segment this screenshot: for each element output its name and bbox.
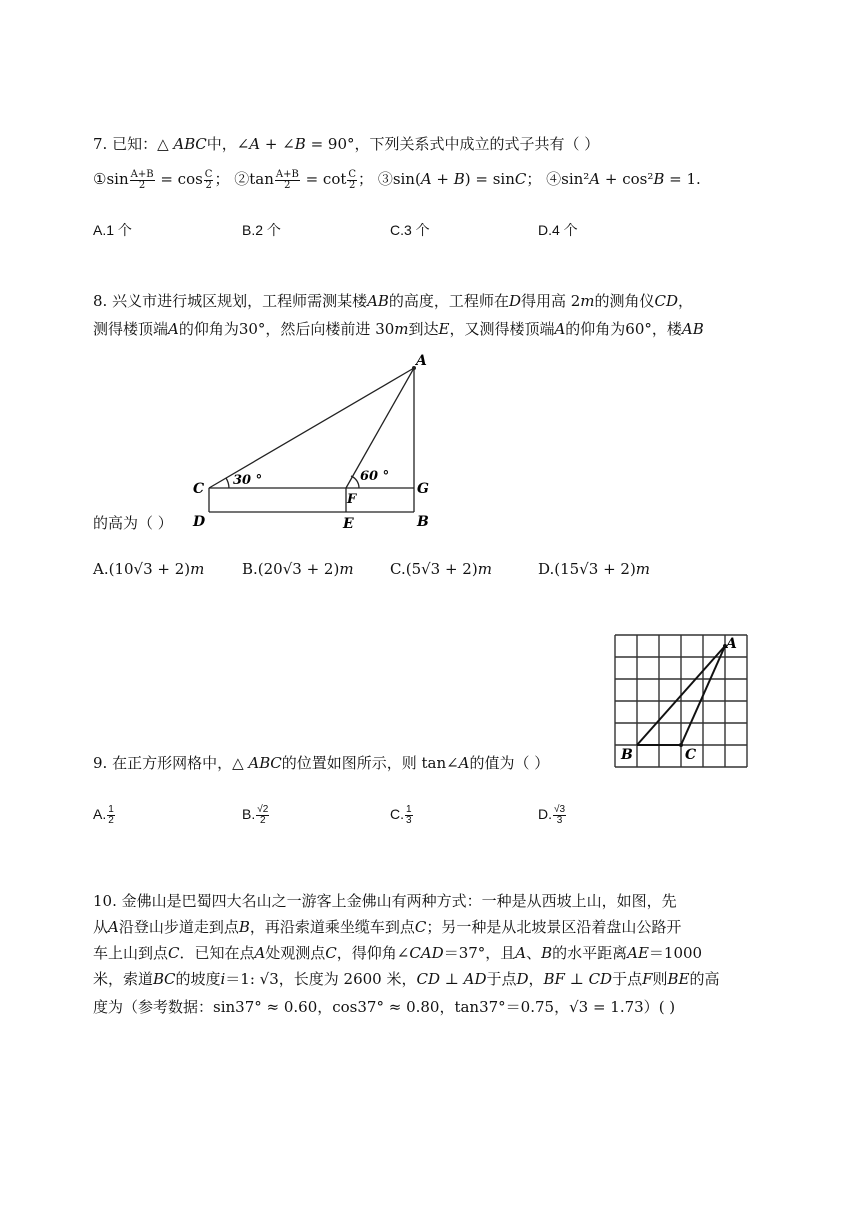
q9-label-a: A <box>726 636 737 652</box>
q10-line3: 车上山到点𝐶．已知在点𝐴处观测点𝐶，得仰角∠𝐶𝐴𝐷＝37°，且𝐴、𝐵的水平距离𝐴𝐸＝1000 <box>93 944 703 962</box>
q9-option-c-letter: C. <box>390 806 404 823</box>
q7-s2-fraction <box>275 170 300 191</box>
q8-line1: 8. 兴义市进行城区规划，工程师需测某楼𝐴𝐵的高度，工程师在𝐷得用高 2𝑚的测角仪𝐶𝐷， <box>93 292 694 310</box>
q7-s2-fraction2 <box>347 170 357 191</box>
q8-label-g: G <box>417 481 429 497</box>
q7-s2-num2: C <box>348 168 357 180</box>
q8-figure <box>185 348 445 533</box>
q7-s2-mid: = cot <box>300 170 347 188</box>
q10-line4: 米，索道𝐵𝐶的坡度𝑖＝1: √3，长度为 2600 米，𝐶𝐷 ⊥ 𝐴𝐷于点𝐷，𝐵𝐹 ⊥ 𝐶𝐷于点𝐹则𝐵𝐸的高 <box>93 970 720 988</box>
q9-option-c-num: 1 <box>406 804 412 815</box>
q7-s2-prefix: ； ②tan <box>214 170 274 188</box>
q8-option-a[interactable]: A.(10√3 + 2)𝑚 <box>93 560 205 578</box>
q9-label-b: B <box>621 747 633 763</box>
q8-label-c: C <box>193 481 205 497</box>
q7-s1-fraction <box>130 170 155 191</box>
q9-option-a-num: 1 <box>108 804 114 815</box>
q7-option-b[interactable]: B.2 个 <box>242 222 281 238</box>
q7-s1-mid: = cos <box>155 170 203 188</box>
q10-line1: 10. 金佛山是巴蜀四大名山之一游客上金佛山有两种方式：一种是从西坡上山，如图，先 <box>93 892 677 910</box>
q9-label-c: C <box>685 747 697 763</box>
q9-option-c-den: 3 <box>406 815 412 826</box>
q7-s1-fraction2 <box>204 170 214 191</box>
q9-option-a-frac <box>107 805 115 826</box>
q8-angle-arc-c <box>226 478 229 488</box>
q10-line2: 从𝐴沿登山步道走到点𝐵，再沿索道乘坐缆车到点𝐶；另一种是从北坡景区沿着盘山公路开 <box>93 918 682 936</box>
q7-s1-num2: C <box>204 168 213 180</box>
q8-label-b: B <box>417 514 429 530</box>
q8-label-f: F <box>347 492 357 507</box>
q8-line3: 的高为（ ） <box>93 514 173 532</box>
q8-angle-30: 30 ° <box>233 473 263 488</box>
q9-option-b-num: √2 <box>257 804 269 815</box>
q7-option-c[interactable]: C.3 个 <box>390 222 430 238</box>
q8-line2: 测得楼顶端𝐴的仰角为30°，然后向楼前进 30𝑚到达𝐸，又测得楼顶端𝐴的仰角为60°，楼𝐴𝐵 <box>93 320 704 338</box>
q9-option-c-frac <box>405 805 413 826</box>
q7-s2-den: 2 <box>284 179 291 191</box>
q7-s2-num: A+B <box>275 168 299 180</box>
q9-option-d[interactable] <box>538 805 567 826</box>
q7-stem: 7. 已知：△ 𝐴𝐵𝐶中，∠𝐴 + ∠𝐵 = 90°，下列关系式中成立的式子共有（ ） <box>93 135 600 153</box>
q9-grid <box>615 635 747 767</box>
q7-s1-prefix: ①sin <box>93 170 129 188</box>
q9-option-b-frac <box>256 805 269 826</box>
q9-point-c <box>679 743 683 747</box>
q9-option-d-frac <box>553 805 566 826</box>
q8-label-a: A <box>416 353 427 369</box>
q7-s1-num: A+B <box>130 168 154 180</box>
q7-option-a[interactable]: A.1 个 <box>93 222 132 238</box>
q9-option-a-letter: A. <box>93 806 107 823</box>
q9-option-d-num: √3 <box>554 804 566 815</box>
q9-stem: 9. 在正方形网格中，△ 𝐴𝐵𝐶的位置如图所示，则 tan∠𝐴的值为（ ） <box>93 754 550 772</box>
q9-option-b-letter: B. <box>242 806 256 823</box>
q9-option-b-den: 2 <box>259 815 266 826</box>
q10-line5: 度为（参考数据：sin37° ≈ 0.60，cos37° ≈ 0.80，tan37°＝0.75，√3 = 1.73）( ) <box>93 998 676 1016</box>
q7-s1-den2: 2 <box>205 179 212 191</box>
q9-option-d-den: 3 <box>556 815 563 826</box>
q7-s3: ； ③sin(𝐴 + 𝐵) = sin𝐶； ④sin²𝐴 + cos²𝐵 = 1. <box>358 170 701 188</box>
q8-option-c[interactable]: C.(5√3 + 2)𝑚 <box>390 560 492 578</box>
q8-angle-60: 60 ° <box>360 469 390 484</box>
q7-s1-den: 2 <box>138 179 146 191</box>
q8-label-d: D <box>193 514 206 530</box>
q9-option-a[interactable] <box>93 805 116 826</box>
q9-figure <box>612 632 752 772</box>
q9-option-a-den: 2 <box>108 815 114 826</box>
q7-s2-den2: 2 <box>349 179 356 191</box>
q9-option-b[interactable] <box>242 805 270 826</box>
q9-option-d-letter: D. <box>538 806 552 823</box>
q8-option-d[interactable]: D.(15√3 + 2)𝑚 <box>538 560 651 578</box>
q8-label-e: E <box>343 516 354 532</box>
q7-option-d[interactable]: D.4 个 <box>538 222 578 238</box>
q8-option-b[interactable]: B.(20√3 + 2)𝑚 <box>242 560 354 578</box>
q7-formulas <box>93 168 701 191</box>
q9-option-c[interactable] <box>390 805 414 826</box>
